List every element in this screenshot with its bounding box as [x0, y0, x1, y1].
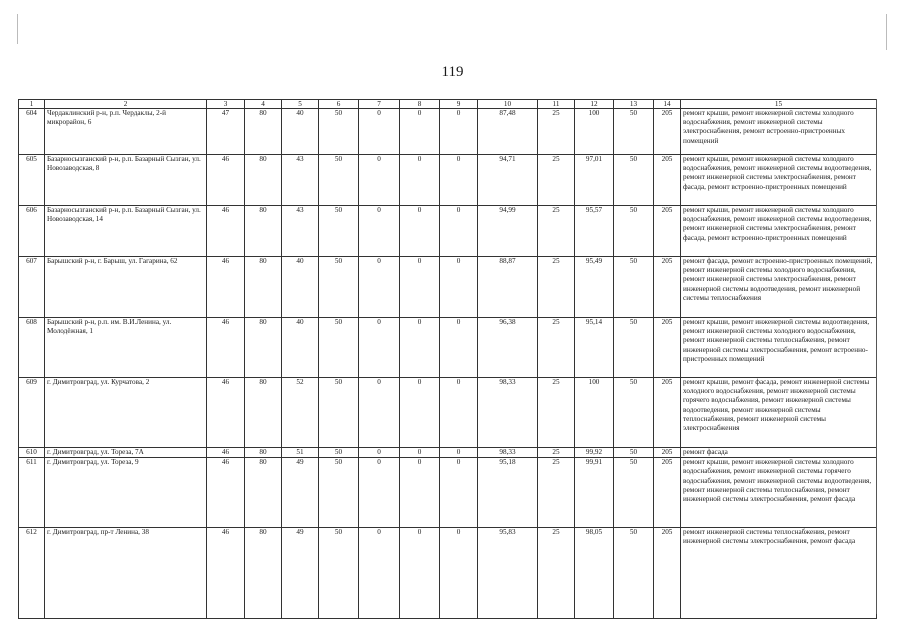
- value-cell: 50: [614, 528, 654, 619]
- works-cell: ремонт крыши, ремонт инженерной системы холодного водоснабжения, ремонт инженерной системы горячего водоснабжения, ремонт инженерной системы водоотведения, ремонт инженерной системы теплоснабжения, ремонт инженерной системы электроснабжения, ремонт фасада: [681, 458, 877, 528]
- works-cell: ремонт фасада: [681, 448, 877, 458]
- housing-repair-table: [18, 99, 877, 619]
- column-header: 3: [207, 100, 245, 109]
- value-cell: 0: [440, 206, 478, 257]
- value-cell: 50: [614, 206, 654, 257]
- value-cell: 0: [400, 378, 440, 448]
- value-cell: 50: [614, 109, 654, 155]
- value-cell: 50: [319, 448, 359, 458]
- column-header: 14: [654, 100, 681, 109]
- table-row: [19, 109, 877, 155]
- value-cell: 205: [654, 155, 681, 206]
- value-cell: 205: [654, 109, 681, 155]
- page-number: 119: [441, 64, 464, 80]
- address-cell: г. Димитровград, пр-т Ленина, 38: [45, 528, 207, 619]
- table-row: [19, 155, 877, 206]
- value-cell: 50: [319, 257, 359, 318]
- value-cell: 95,49: [575, 257, 614, 318]
- value-cell: 46: [207, 318, 245, 378]
- row-number: 606: [19, 206, 45, 257]
- column-header: 6: [319, 100, 359, 109]
- table-row: [19, 448, 877, 458]
- table-body: [19, 109, 877, 619]
- value-cell: 80: [245, 155, 282, 206]
- value-cell: 0: [440, 378, 478, 448]
- value-cell: 95,18: [478, 458, 538, 528]
- address-cell: Чердаклинский р-н, р.п. Чердаклы, 2-й микрорайон, 6: [45, 109, 207, 155]
- table-row: [19, 458, 877, 528]
- value-cell: 0: [440, 155, 478, 206]
- value-cell: 25: [538, 448, 575, 458]
- value-cell: 87,48: [478, 109, 538, 155]
- value-cell: 40: [282, 109, 319, 155]
- value-cell: 47: [207, 109, 245, 155]
- column-header: 10: [478, 100, 538, 109]
- value-cell: 0: [359, 318, 400, 378]
- address-cell: г. Димитровград, ул. Курчатова, 2: [45, 378, 207, 448]
- scan-artifact-left-line: [17, 14, 18, 44]
- value-cell: 205: [654, 257, 681, 318]
- value-cell: 25: [538, 458, 575, 528]
- column-header: 1: [19, 100, 45, 109]
- value-cell: 46: [207, 257, 245, 318]
- value-cell: 50: [319, 458, 359, 528]
- value-cell: 50: [319, 528, 359, 619]
- value-cell: 205: [654, 458, 681, 528]
- column-header: 12: [575, 100, 614, 109]
- table-row: [19, 528, 877, 619]
- value-cell: 50: [614, 458, 654, 528]
- value-cell: 50: [614, 257, 654, 318]
- value-cell: 50: [319, 318, 359, 378]
- value-cell: 0: [400, 528, 440, 619]
- value-cell: 0: [359, 109, 400, 155]
- value-cell: 95,83: [478, 528, 538, 619]
- value-cell: 0: [440, 448, 478, 458]
- value-cell: 100: [575, 109, 614, 155]
- value-cell: 95,57: [575, 206, 614, 257]
- value-cell: 50: [614, 448, 654, 458]
- value-cell: 80: [245, 206, 282, 257]
- value-cell: 0: [359, 257, 400, 318]
- value-cell: 0: [359, 458, 400, 528]
- value-cell: 0: [400, 155, 440, 206]
- value-cell: 25: [538, 378, 575, 448]
- value-cell: 80: [245, 109, 282, 155]
- column-header: 13: [614, 100, 654, 109]
- value-cell: 0: [359, 448, 400, 458]
- value-cell: 0: [359, 378, 400, 448]
- works-cell: ремонт крыши, ремонт инженерной системы водоотведения, ремонт инженерной системы холодного водоснабжения, ремонт инженерной системы теплоснабжения, ремонт инженерной системы электроснабжения, ремонт встроенно-пристроенных помещений: [681, 318, 877, 378]
- value-cell: 25: [538, 155, 575, 206]
- value-cell: 0: [400, 458, 440, 528]
- value-cell: 0: [440, 458, 478, 528]
- works-cell: ремонт фасада, ремонт встроенно-пристроенных помещений, ремонт инженерной системы холодного водоснабжения, ремонт инженерной системы электроснабжения, ремонт инженерной системы водоотведения, ремонт инженерной системы теплоснабжения: [681, 257, 877, 318]
- value-cell: 50: [319, 109, 359, 155]
- page-border-line: [876, 99, 877, 614]
- value-cell: 50: [319, 378, 359, 448]
- value-cell: 80: [245, 378, 282, 448]
- column-header: 4: [245, 100, 282, 109]
- value-cell: 95,14: [575, 318, 614, 378]
- value-cell: 98,33: [478, 378, 538, 448]
- value-cell: 98,33: [478, 448, 538, 458]
- column-header: 2: [45, 100, 207, 109]
- value-cell: 25: [538, 109, 575, 155]
- value-cell: 0: [400, 448, 440, 458]
- value-cell: 94,99: [478, 206, 538, 257]
- value-cell: 94,71: [478, 155, 538, 206]
- value-cell: 50: [614, 155, 654, 206]
- address-cell: Базарносызганский р-н, р.п. Базарный Сызган, ул. Новозаводская, 8: [45, 155, 207, 206]
- value-cell: 0: [400, 257, 440, 318]
- value-cell: 0: [400, 318, 440, 378]
- value-cell: 205: [654, 206, 681, 257]
- value-cell: 46: [207, 155, 245, 206]
- value-cell: 0: [359, 206, 400, 257]
- value-cell: 205: [654, 528, 681, 619]
- row-number: 610: [19, 448, 45, 458]
- value-cell: 99,92: [575, 448, 614, 458]
- works-cell: ремонт крыши, ремонт инженерной системы холодного водоснабжения, ремонт инженерной системы электроснабжения, ремонт встроенно-пристроенных помещений: [681, 109, 877, 155]
- value-cell: 98,05: [575, 528, 614, 619]
- value-cell: 25: [538, 257, 575, 318]
- value-cell: 49: [282, 458, 319, 528]
- column-number-row: [19, 100, 877, 109]
- value-cell: 0: [400, 109, 440, 155]
- value-cell: 49: [282, 528, 319, 619]
- value-cell: 80: [245, 528, 282, 619]
- column-header: 15: [681, 100, 877, 109]
- value-cell: 25: [538, 206, 575, 257]
- value-cell: 0: [359, 528, 400, 619]
- table-row: [19, 318, 877, 378]
- column-header: 5: [282, 100, 319, 109]
- works-cell: ремонт крыши, ремонт фасада, ремонт инженерной системы холодного водоснабжения, ремонт инженерной системы горячего водоснабжения, ремонт инженерной системы водоотведения, ремонт инженерной системы теплоснабжения, ремонт инженерной системы электроснабжения: [681, 378, 877, 448]
- row-number: 607: [19, 257, 45, 318]
- works-cell: ремонт крыши, ремонт инженерной системы холодного водоснабжения, ремонт инженерной системы водоотведения, ремонт инженерной системы электроснабжения, ремонт фасада, ремонт встроенно-пристроенных помещений: [681, 206, 877, 257]
- value-cell: 52: [282, 378, 319, 448]
- value-cell: 46: [207, 528, 245, 619]
- row-number: 611: [19, 458, 45, 528]
- row-number: 608: [19, 318, 45, 378]
- value-cell: 50: [319, 206, 359, 257]
- address-cell: г. Димитровград, ул. Тореза, 9: [45, 458, 207, 528]
- value-cell: 40: [282, 257, 319, 318]
- address-cell: Барышский р-н, г. Барыш, ул. Гагарина, 62: [45, 257, 207, 318]
- value-cell: 80: [245, 458, 282, 528]
- row-number: 604: [19, 109, 45, 155]
- address-cell: Барышский р-н, р.п. им. В.И.Ленина, ул. Молодёжная, 1: [45, 318, 207, 378]
- value-cell: 25: [538, 318, 575, 378]
- table-row: [19, 257, 877, 318]
- address-cell: Базарносызганский р-н, р.п. Базарный Сызган, ул. Новозаводская, 14: [45, 206, 207, 257]
- value-cell: 46: [207, 448, 245, 458]
- value-cell: 99,91: [575, 458, 614, 528]
- value-cell: 205: [654, 318, 681, 378]
- value-cell: 0: [440, 109, 478, 155]
- value-cell: 50: [614, 318, 654, 378]
- value-cell: 43: [282, 206, 319, 257]
- works-cell: ремонт инженерной системы теплоснабжения, ремонт инженерной системы электроснабжения, ремонт фасада: [681, 528, 877, 619]
- column-header: 7: [359, 100, 400, 109]
- value-cell: 0: [400, 206, 440, 257]
- value-cell: 40: [282, 318, 319, 378]
- value-cell: 80: [245, 448, 282, 458]
- value-cell: 96,38: [478, 318, 538, 378]
- works-cell: ремонт крыши, ремонт инженерной системы холодного водоснабжения, ремонт инженерной системы водоотведения, ремонт инженерной системы электроснабжения, ремонт фасада, ремонт встроенно-пристроенных помещений: [681, 155, 877, 206]
- row-number: 609: [19, 378, 45, 448]
- value-cell: 50: [614, 378, 654, 448]
- address-cell: г. Димитровград, ул. Тореза, 7А: [45, 448, 207, 458]
- value-cell: 205: [654, 378, 681, 448]
- value-cell: 46: [207, 458, 245, 528]
- value-cell: 50: [319, 155, 359, 206]
- value-cell: 0: [440, 528, 478, 619]
- table-row: [19, 378, 877, 448]
- column-header: 8: [400, 100, 440, 109]
- value-cell: 46: [207, 378, 245, 448]
- value-cell: 205: [654, 448, 681, 458]
- column-header: 9: [440, 100, 478, 109]
- row-number: 612: [19, 528, 45, 619]
- value-cell: 97,01: [575, 155, 614, 206]
- value-cell: 100: [575, 378, 614, 448]
- value-cell: 51: [282, 448, 319, 458]
- value-cell: 0: [440, 318, 478, 378]
- scan-artifact-right-line: [886, 14, 887, 50]
- value-cell: 0: [359, 155, 400, 206]
- table-row: [19, 206, 877, 257]
- value-cell: 80: [245, 318, 282, 378]
- column-header: 11: [538, 100, 575, 109]
- value-cell: 25: [538, 528, 575, 619]
- value-cell: 80: [245, 257, 282, 318]
- value-cell: 0: [440, 257, 478, 318]
- value-cell: 88,87: [478, 257, 538, 318]
- row-number: 605: [19, 155, 45, 206]
- value-cell: 46: [207, 206, 245, 257]
- value-cell: 43: [282, 155, 319, 206]
